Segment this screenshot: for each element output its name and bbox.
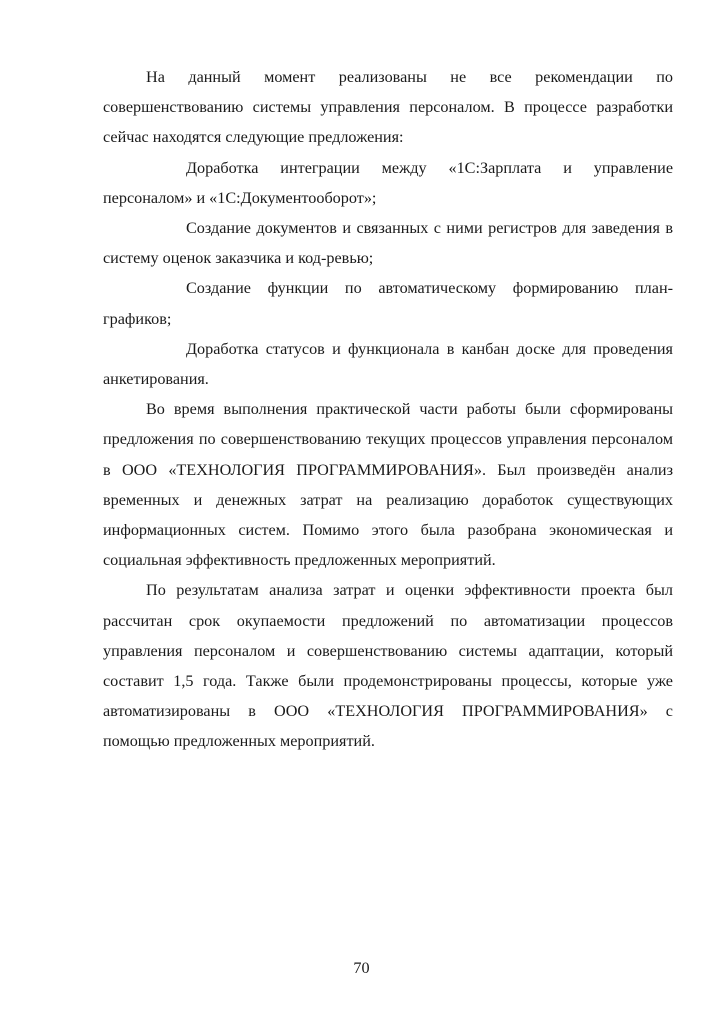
proposal-item: Создание документов и связанных с ними регистров для заведения в систему оценок заказчика и код-ревью; <box>103 219 673 268</box>
body-text <box>103 62 673 757</box>
proposal-item: Создание функции по автоматическому формированию план-графиков; <box>103 279 673 328</box>
proposal-item: Доработка статусов и функционала в канбан доске для проведения анкетирования. <box>103 339 673 389</box>
intro-paragraph: На данный момент реализованы не все рекомендации по совершенствованию системы управления персоналом. В процессе разработки сейчас находятся следующие предложения: <box>103 68 673 147</box>
practice-paragraph: Во время выполнения практической части работы были сформированы предложения по совершенствованию текущих процессов управления персоналом в ООО «ТЕХНОЛОГИЯ ПРОГРАММИРОВАНИЯ». Был произведён анализ временных и денежных затрат на реализацию доработок существующих информационных систем. Помимо этого была разобрана экономическая и социальная эффективность предложенных мероприятий. <box>103 400 673 570</box>
results-paragraph: По результатам анализа затрат и оценки эффективности проекта был рассчитан срок окупаемости предложений по автоматизации процессов управления персоналом и совершенствованию системы адаптации, который составит 1,5 года. Также были продемонстрированы процессы, которые уже автоматизированы в ООО «ТЕХНОЛОГИЯ ПРОГРАММИРОВАНИЯ» с помощью предложенных мероприятий. <box>103 581 673 751</box>
proposal-item: Доработка интеграции между «1С:Зарплата и управление персоналом» и «1С:Документооборот»; <box>103 158 673 207</box>
page-number: 70 <box>353 959 370 977</box>
